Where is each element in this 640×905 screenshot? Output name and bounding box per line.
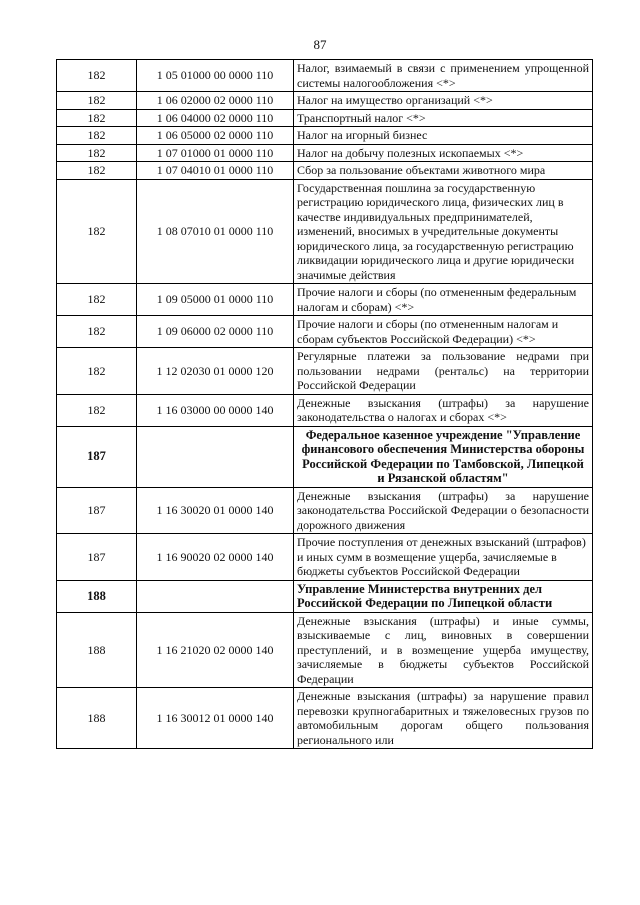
income-name-cell: Денежные взыскания (штрафы) и иные суммы, взыскиваемые с лиц, виновных в совершении преступлений, и в возмещение ущерба имуществу, зачисляемые в бюджеты субъектов Российской Федерации — [294, 612, 593, 688]
admin-code-cell: 182 — [57, 316, 137, 348]
income-name-cell: Прочие налоги и сборы (по отмененным налогам и сборам субъектов Российской Федерации) <*> — [294, 316, 593, 348]
admin-code-cell: 182 — [57, 92, 137, 110]
income-code-cell: 1 06 04000 02 0000 110 — [137, 109, 294, 127]
income-code-cell — [137, 426, 294, 487]
table-row — [57, 612, 593, 688]
admin-code-cell: 182 — [57, 144, 137, 162]
income-code-cell: 1 07 04010 01 0000 110 — [137, 162, 294, 180]
admin-code-cell: 182 — [57, 60, 137, 92]
admin-code-cell: 182 — [57, 394, 137, 426]
income-code-cell: 1 06 05000 02 0000 110 — [137, 127, 294, 145]
organization-row — [57, 426, 593, 487]
table-row — [57, 348, 593, 395]
admin-code-cell: 188 — [57, 580, 137, 612]
income-name-cell: Налог на добычу полезных ископаемых <*> — [294, 144, 593, 162]
income-code-cell: 1 16 21020 02 0000 140 — [137, 612, 294, 688]
budget-codes-table — [56, 59, 593, 749]
income-name-cell: Регулярные платежи за пользование недрами при пользовании недрами (рентальс) на территории Российской Федерации — [294, 348, 593, 395]
income-name-cell: Прочие поступления от денежных взысканий (штрафов) и иных сумм в возмещение ущерба, зачисляемые в бюджеты субъектов Российской Федерации — [294, 534, 593, 581]
income-code-cell: 1 07 01000 01 0000 110 — [137, 144, 294, 162]
income-name-cell: Денежные взыскания (штрафы) за нарушение правил перевозки крупногабаритных и тяжеловесных грузов по автомобильным дорогам общего пользования регионального или — [294, 688, 593, 749]
table-row — [57, 316, 593, 348]
table-row — [57, 534, 593, 581]
admin-code-cell: 187 — [57, 426, 137, 487]
admin-code-cell: 182 — [57, 109, 137, 127]
organization-row — [57, 580, 593, 612]
admin-code-cell: 182 — [57, 162, 137, 180]
admin-code-cell: 187 — [57, 534, 137, 581]
admin-code-cell: 187 — [57, 487, 137, 534]
table-body — [57, 60, 593, 749]
income-name-cell: Денежные взыскания (штрафы) за нарушение законодательства о налогах и сборах <*> — [294, 394, 593, 426]
income-code-cell: 1 16 30020 01 0000 140 — [137, 487, 294, 534]
table-row — [57, 92, 593, 110]
admin-code-cell: 182 — [57, 348, 137, 395]
income-name-cell: Налог на имущество организаций <*> — [294, 92, 593, 110]
admin-code-cell: 182 — [57, 127, 137, 145]
income-code-cell — [137, 580, 294, 612]
table-row — [57, 394, 593, 426]
income-name-cell: Денежные взыскания (штрафы) за нарушение законодательства Российской Федерации о безопасности дорожного движения — [294, 487, 593, 534]
income-name-cell: Федеральное казенное учреждение "Управление финансового обеспечения Министерства обороны Российской Федерации по Тамбовской, Липецкой и Рязанской областям" — [294, 426, 593, 487]
income-name-cell: Транспортный налог <*> — [294, 109, 593, 127]
income-code-cell: 1 12 02030 01 0000 120 — [137, 348, 294, 395]
income-name-cell: Управление Министерства внутренних дел Российской Федерации по Липецкой области — [294, 580, 593, 612]
income-name-cell: Сбор за пользование объектами животного мира — [294, 162, 593, 180]
admin-code-cell: 188 — [57, 688, 137, 749]
table-row — [57, 162, 593, 180]
income-name-cell: Прочие налоги и сборы (по отмененным федеральным налогам и сборам) <*> — [294, 284, 593, 316]
table-row — [57, 127, 593, 145]
table-row — [57, 60, 593, 92]
page-number: 87 — [313, 37, 327, 52]
income-code-cell: 1 05 01000 00 0000 110 — [137, 60, 294, 92]
income-name-cell: Налог, взимаемый в связи с применением упрощенной системы налогообложения <*> — [294, 60, 593, 92]
admin-code-cell: 188 — [57, 612, 137, 688]
income-code-cell: 1 16 90020 02 0000 140 — [137, 534, 294, 581]
table-row — [57, 179, 593, 284]
table-row — [57, 284, 593, 316]
admin-code-cell: 182 — [57, 179, 137, 284]
admin-code-cell: 182 — [57, 284, 137, 316]
income-code-cell: 1 16 03000 00 0000 140 — [137, 394, 294, 426]
table-row — [57, 109, 593, 127]
income-code-cell: 1 08 07010 01 0000 110 — [137, 179, 294, 284]
income-code-cell: 1 06 02000 02 0000 110 — [137, 92, 294, 110]
table-row — [57, 688, 593, 749]
income-name-cell: Государственная пошлина за государственную регистрацию юридического лица, физических лиц в качестве индивидуальных предпринимателей, изменений, вносимых в учредительные документы юридического лица, за государственную регистрацию ликвидации юридического лица и другие юридически значимые действия — [294, 179, 593, 284]
income-code-cell: 1 16 30012 01 0000 140 — [137, 688, 294, 749]
table-row — [57, 144, 593, 162]
table-row — [57, 487, 593, 534]
income-code-cell: 1 09 05000 01 0000 110 — [137, 284, 294, 316]
income-code-cell: 1 09 06000 02 0000 110 — [137, 316, 294, 348]
income-name-cell: Налог на игорный бизнес — [294, 127, 593, 145]
